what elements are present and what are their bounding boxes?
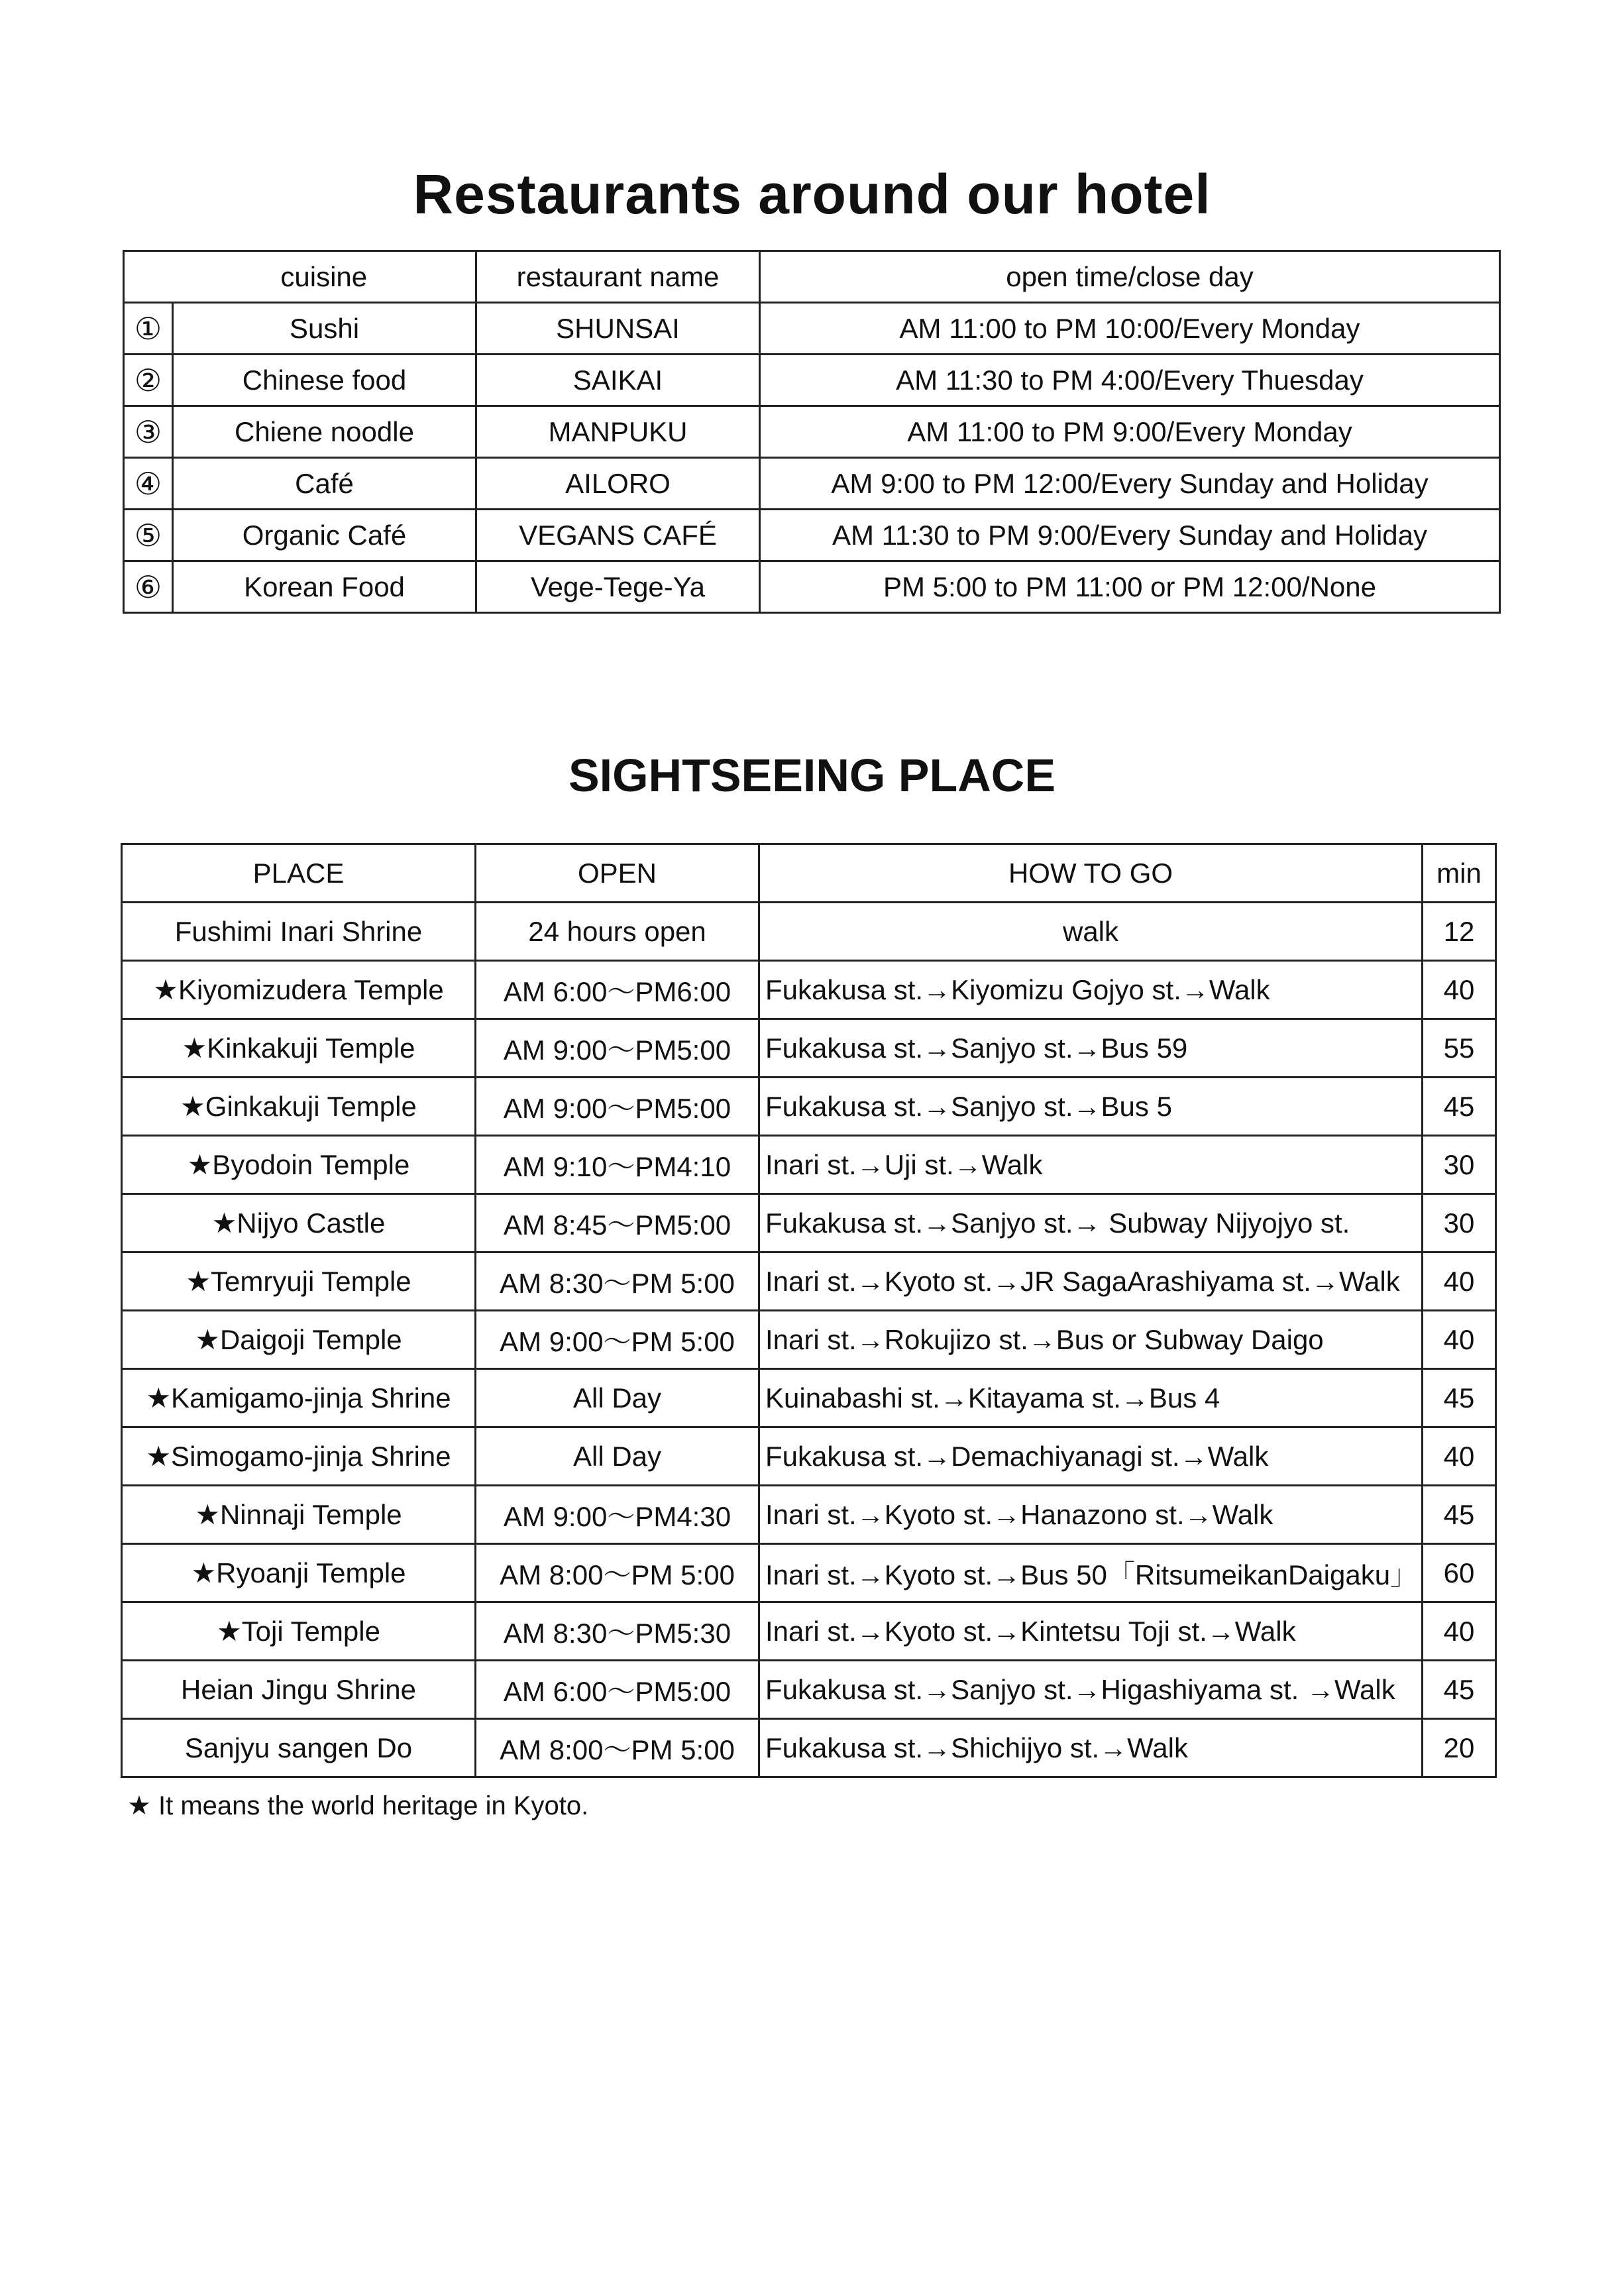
sightseeing-row [122,961,1496,1019]
header-place: PLACE [122,844,476,903]
restaurant-name-cell: SAIKAI [476,355,760,406]
open-cell: AM 9:10～PM4:10 [476,1136,759,1194]
minutes-cell: 45 [1423,1078,1496,1136]
header-restaurant-name: restaurant name [476,251,760,303]
cuisine-cell: Korean Food [173,561,476,613]
how-to-go-cell: Inari st.→Kyoto st.→Bus 50「RitsumeikanDaigaku」 [759,1544,1423,1602]
place-cell: ★Toji Temple [122,1602,476,1661]
hours-cell: AM 11:00 to PM 9:00/Every Monday [760,406,1500,458]
how-to-go-cell: Fukakusa st.→Shichijyo st.→Walk [759,1719,1423,1777]
open-cell: 24 hours open [476,903,759,961]
open-cell: AM 6:00～PM5:00 [476,1661,759,1719]
restaurants-table [123,250,1501,614]
how-to-go-cell: Fukakusa st.→Sanjyo st.→Higashiyama st. →Walk [759,1661,1423,1719]
restaurant-name-cell: SHUNSAI [476,303,760,355]
minutes-cell: 12 [1423,903,1496,961]
row-number: ② [124,355,173,406]
sightseeing-header-row [122,844,1496,903]
restaurant-row [124,458,1500,510]
how-to-go-cell: Fukakusa st.→Sanjyo st.→ Subway Nijyojyo st. [759,1194,1423,1252]
place-cell: ★Ginkakuji Temple [122,1078,476,1136]
cuisine-cell: Sushi [173,303,476,355]
how-to-go-cell: Inari st.→Rokujizo st.→Bus or Subway Daigo [759,1311,1423,1369]
open-cell: AM 8:00～PM 5:00 [476,1719,759,1777]
how-to-go-cell: Fukakusa st.→Sanjyo st.→Bus 5 [759,1078,1423,1136]
place-cell: ★Nijyo Castle [122,1194,476,1252]
minutes-cell: 55 [1423,1019,1496,1078]
restaurant-name-cell: Vege-Tege-Ya [476,561,760,613]
place-cell: ★Daigoji Temple [122,1311,476,1369]
sightseeing-row [122,903,1496,961]
sightseeing-row [122,1661,1496,1719]
open-cell: AM 8:00～PM 5:00 [476,1544,759,1602]
open-cell: All Day [476,1427,759,1486]
header-min: min [1423,844,1496,903]
how-to-go-cell: Fukakusa st.→Sanjyo st.→Bus 59 [759,1019,1423,1078]
restaurant-name-cell: AILORO [476,458,760,510]
place-cell: ★Byodoin Temple [122,1136,476,1194]
cuisine-cell: Chinese food [173,355,476,406]
open-cell: AM 8:45～PM5:00 [476,1194,759,1252]
place-cell: ★Ryoanji Temple [122,1544,476,1602]
minutes-cell: 40 [1423,961,1496,1019]
open-cell: AM 8:30～PM5:30 [476,1602,759,1661]
place-cell: ★Kamigamo-jinja Shrine [122,1369,476,1427]
hours-cell: AM 9:00 to PM 12:00/Every Sunday and Holiday [760,458,1500,510]
how-to-go-cell: walk [759,903,1423,961]
how-to-go-cell: Inari st.→Uji st.→Walk [759,1136,1423,1194]
open-cell: All Day [476,1369,759,1427]
cuisine-cell: Café [173,458,476,510]
place-cell: ★Simogamo-jinja Shrine [122,1427,476,1486]
sightseeing-row [122,1544,1496,1602]
header-blank-cell [124,251,173,303]
how-to-go-cell: Fukakusa st.→Kiyomizu Gojyo st.→Walk [759,961,1423,1019]
sightseeing-row [122,1311,1496,1369]
open-cell: AM 8:30～PM 5:00 [476,1252,759,1311]
sightseeing-row [122,1369,1496,1427]
open-cell: AM 9:00～PM5:00 [476,1019,759,1078]
restaurant-row [124,510,1500,561]
row-number: ⑥ [124,561,173,613]
minutes-cell: 45 [1423,1486,1496,1544]
open-cell: AM 6:00～PM6:00 [476,961,759,1019]
header-open-time: open time/close day [760,251,1500,303]
row-number: ③ [124,406,173,458]
place-cell: Sanjyu sangen Do [122,1719,476,1777]
open-cell: AM 9:00～PM 5:00 [476,1311,759,1369]
sightseeing-row [122,1136,1496,1194]
sightseeing-row [122,1252,1496,1311]
place-cell: ★Kinkakuji Temple [122,1019,476,1078]
sightseeing-row [122,1427,1496,1486]
restaurant-row [124,355,1500,406]
row-number: ⑤ [124,510,173,561]
place-cell: ★Kiyomizudera Temple [122,961,476,1019]
sightseeing-row [122,1486,1496,1544]
row-number: ④ [124,458,173,510]
minutes-cell: 45 [1423,1661,1496,1719]
place-cell: Fushimi Inari Shrine [122,903,476,961]
place-cell: ★Ninnaji Temple [122,1486,476,1544]
restaurant-row [124,406,1500,458]
open-cell: AM 9:00～PM5:00 [476,1078,759,1136]
minutes-cell: 60 [1423,1544,1496,1602]
minutes-cell: 20 [1423,1719,1496,1777]
minutes-cell: 40 [1423,1311,1496,1369]
how-to-go-cell: Kuinabashi st.→Kitayama st.→Bus 4 [759,1369,1423,1427]
sightseeing-row [122,1019,1496,1078]
hours-cell: AM 11:30 to PM 4:00/Every Thuesday [760,355,1500,406]
restaurant-name-cell: MANPUKU [476,406,760,458]
hours-cell: AM 11:30 to PM 9:00/Every Sunday and Holiday [760,510,1500,561]
open-cell: AM 9:00～PM4:30 [476,1486,759,1544]
hours-cell: PM 5:00 to PM 11:00 or PM 12:00/None [760,561,1500,613]
sightseeing-row [122,1602,1496,1661]
sightseeing-row [122,1194,1496,1252]
how-to-go-cell: Inari st.→Kyoto st.→Kintetsu Toji st.→Walk [759,1602,1423,1661]
minutes-cell: 40 [1423,1427,1496,1486]
restaurants-header-row [124,251,1500,303]
cuisine-cell: Organic Café [173,510,476,561]
how-to-go-cell: Fukakusa st.→Demachiyanagi st.→Walk [759,1427,1423,1486]
restaurants-title: Restaurants around our hotel [413,163,1211,225]
sightseeing-title: SIGHTSEEING PLACE [568,749,1056,801]
minutes-cell: 40 [1423,1252,1496,1311]
header-how-to-go: HOW TO GO [759,844,1423,903]
hours-cell: AM 11:00 to PM 10:00/Every Monday [760,303,1500,355]
minutes-cell: 30 [1423,1194,1496,1252]
sightseeing-row [122,1078,1496,1136]
restaurant-row [124,303,1500,355]
minutes-cell: 30 [1423,1136,1496,1194]
minutes-cell: 40 [1423,1602,1496,1661]
footnote: ★ It means the world heritage in Kyoto. [127,1791,589,1820]
header-cuisine: cuisine [173,251,476,303]
header-open: OPEN [476,844,759,903]
how-to-go-cell: Inari st.→Kyoto st.→Hanazono st.→Walk [759,1486,1423,1544]
how-to-go-cell: Inari st.→Kyoto st.→JR SagaArashiyama st.→Walk [759,1252,1423,1311]
cuisine-cell: Chiene noodle [173,406,476,458]
restaurant-name-cell: VEGANS CAFÉ [476,510,760,561]
row-number: ① [124,303,173,355]
sightseeing-row [122,1719,1496,1777]
sightseeing-table [121,843,1497,1778]
place-cell: Heian Jingu Shrine [122,1661,476,1719]
restaurant-row [124,561,1500,613]
place-cell: ★Temryuji Temple [122,1252,476,1311]
minutes-cell: 45 [1423,1369,1496,1427]
